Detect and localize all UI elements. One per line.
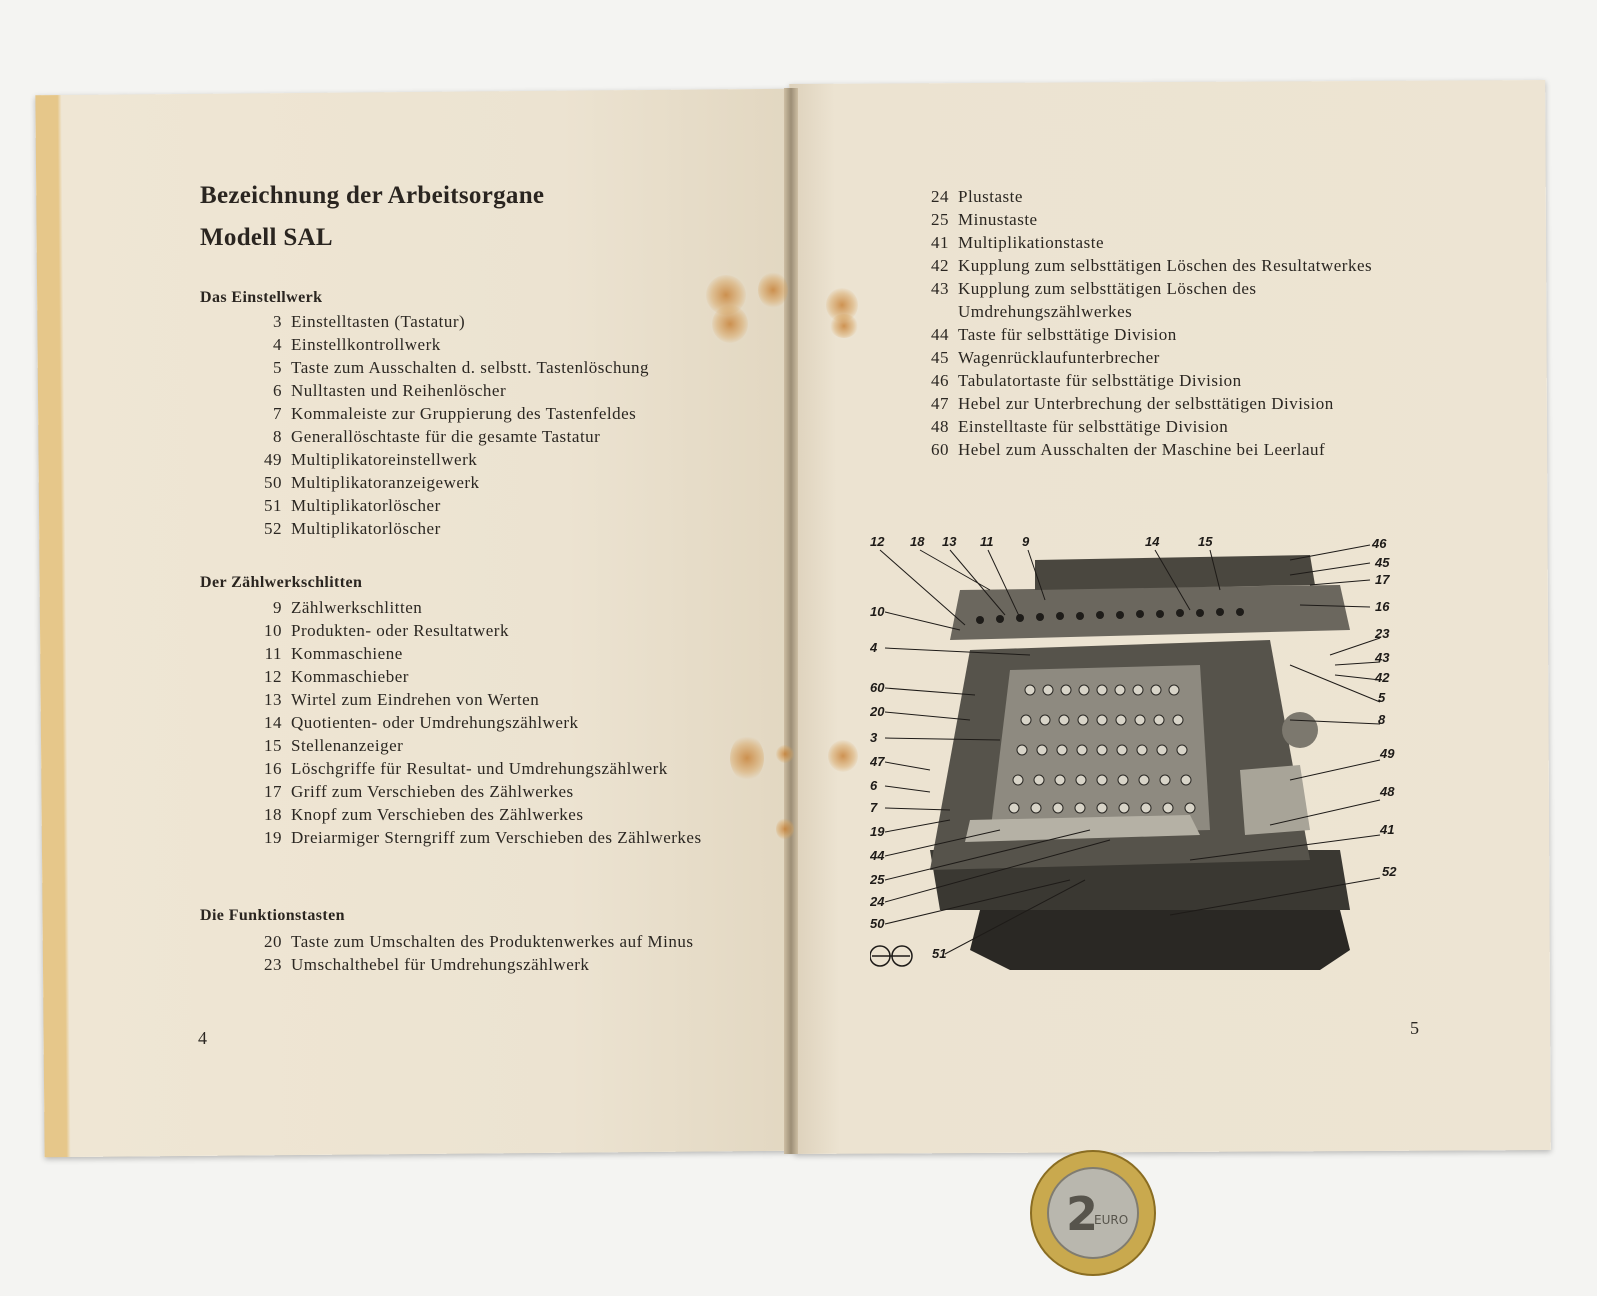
- list-item: 24 Plustaste: [931, 187, 1023, 206]
- stain-mark: [758, 272, 788, 308]
- callout-11: 11: [980, 534, 994, 549]
- list-item: 10 Produkten- oder Resultatwerk: [264, 621, 509, 640]
- page-number-left: 4: [198, 1028, 207, 1048]
- list-item: 19 Dreiarmiger Sterngriff zum Verschieben des Zählwerkes: [264, 828, 702, 847]
- list-item: 42 Kupplung zum selbsttätigen Löschen des Resultatwerkes: [931, 256, 1373, 275]
- stain-mark: [730, 735, 764, 781]
- list-item: 52 Multiplikatorlöscher: [264, 519, 441, 538]
- callout-19: 19: [870, 824, 885, 839]
- callout-5: 5: [1378, 690, 1386, 705]
- callout-24: 24: [870, 894, 885, 909]
- section-title-einstellwerk: Das Einstellwerk: [200, 289, 323, 306]
- callout-4: 4: [870, 640, 878, 655]
- stain-mark: [776, 745, 794, 763]
- callout-60: 60: [870, 680, 885, 695]
- callout-45: 45: [1375, 555, 1390, 570]
- einstellwerk-list: [248, 310, 708, 540]
- zaehlwerkschlitten-list: [248, 596, 728, 849]
- callout-7: 7: [870, 800, 878, 815]
- callout-41: 41: [1380, 822, 1395, 837]
- callout-3: 3: [870, 730, 878, 745]
- list-item: 13 Wirtel zum Eindrehen von Werten: [264, 690, 540, 709]
- list-item: 15 Stellenanzeiger: [264, 736, 404, 755]
- list-item: 14 Quotienten- oder Umdrehungszählwerk: [264, 713, 579, 732]
- coin-label: EURO: [1094, 1213, 1129, 1227]
- section-title-zaehlwerkschlitten: Der Zählwerkschlitten: [200, 574, 363, 591]
- callout-23: 23: [1375, 626, 1390, 641]
- callout-18: 18: [910, 534, 925, 549]
- page-title-line1: Bezeichnung der Arbeitsorgane: [200, 182, 545, 209]
- stain-mark: [828, 740, 858, 772]
- callout-9: 9: [1022, 534, 1030, 549]
- list-item: 60 Hebel zum Ausschalten der Maschine bei Leerlauf: [931, 440, 1326, 459]
- list-item: 25 Minustaste: [931, 210, 1038, 229]
- list-item: 9 Zählwerkschlitten: [273, 598, 423, 617]
- callout-10: 10: [870, 604, 885, 619]
- list-item: 41 Multiplikationstaste: [931, 233, 1104, 252]
- list-item: 16 Löschgriffe für Resultat- und Umdrehungszählwerk: [264, 759, 668, 778]
- callout-25: 25: [870, 872, 885, 887]
- callout-12: 12: [870, 534, 885, 549]
- list-item: 45 Wagenrücklaufunterbrecher: [931, 348, 1160, 367]
- funktionstasten-list: [248, 930, 728, 976]
- stain-mark: [776, 818, 794, 840]
- publisher-logo: [870, 946, 912, 966]
- list-item: 23 Umschalthebel für Umdrehungszählwerk: [264, 955, 590, 974]
- callout-52: 52: [1382, 864, 1397, 879]
- callout-42: 42: [1375, 670, 1390, 685]
- callout-44: 44: [870, 848, 885, 863]
- list-item: 6 Nulltasten und Reihenlöscher: [273, 381, 507, 400]
- list-item: 51 Multiplikatorlöscher: [264, 496, 441, 515]
- list-item: 3 Einstelltasten (Tastatur): [273, 312, 466, 331]
- list-item: 8 Generallöschtaste für die gesamte Tastatur: [273, 427, 601, 446]
- machine-illustration: [930, 555, 1350, 970]
- callout-16: 16: [1375, 599, 1390, 614]
- calculator-diagram: [870, 530, 1430, 990]
- page-number-right: 5: [1410, 1018, 1419, 1038]
- funktionstasten-list-continued: [915, 185, 1415, 461]
- list-item: 20 Taste zum Umschalten des Produktenwerkes auf Minus: [264, 932, 694, 951]
- list-item: 4 Einstellkontrollwerk: [273, 335, 441, 354]
- callout-14: 14: [1145, 534, 1160, 549]
- list-item: 11 Kommaschiene: [264, 644, 403, 663]
- callout-8: 8: [1378, 712, 1386, 727]
- callout-15: 15: [1198, 534, 1213, 549]
- callout-50: 50: [870, 916, 885, 931]
- callout-48: 48: [1380, 784, 1395, 799]
- euro-coin: [1030, 1150, 1156, 1276]
- callout-6: 6: [870, 778, 878, 793]
- callout-20: 20: [870, 704, 885, 719]
- list-item: 7 Kommaleiste zur Gruppierung des Tastenfeldes: [273, 404, 637, 423]
- callout-17: 17: [1375, 572, 1390, 587]
- list-item: 5 Taste zum Ausschalten d. selbstt. Tastenlöschung: [273, 358, 649, 377]
- list-item: 47 Hebel zur Unterbrechung der selbsttätigen Division: [931, 394, 1334, 413]
- callout-43: 43: [1375, 650, 1390, 665]
- callout-49: 49: [1380, 746, 1395, 761]
- callout-46: 46: [1372, 536, 1387, 551]
- callout-51: 51: [932, 946, 947, 961]
- stain-mark: [712, 305, 748, 343]
- book-spine: [784, 88, 798, 1154]
- list-item: 44 Taste für selbsttätige Division: [931, 325, 1177, 344]
- list-item: 48 Einstelltaste für selbsttätige Division: [931, 417, 1229, 436]
- list-item: 50 Multiplikatoranzeigewerk: [264, 473, 480, 492]
- list-item: 12 Kommaschieber: [264, 667, 409, 686]
- list-item: 46 Tabulatortaste für selbsttätige Division: [931, 371, 1242, 390]
- callout-47: 47: [870, 754, 885, 769]
- coin-denomination: 2: [1066, 1187, 1099, 1241]
- list-item: 49 Multiplikatoreinstellwerk: [264, 450, 478, 469]
- list-item: 18 Knopf zum Verschieben des Zählwerkes: [264, 805, 584, 824]
- callout-13: 13: [942, 534, 957, 549]
- page-title-line2: Modell SAL: [200, 224, 333, 251]
- section-title-funktionstasten: Die Funktionstasten: [200, 907, 345, 924]
- list-item: 17 Griff zum Verschieben des Zählwerkes: [264, 782, 574, 801]
- list-item: 43 Kupplung zum selbsttätigen Löschen des Umdrehungszählwerkes: [931, 279, 1257, 321]
- stain-mark: [830, 314, 858, 338]
